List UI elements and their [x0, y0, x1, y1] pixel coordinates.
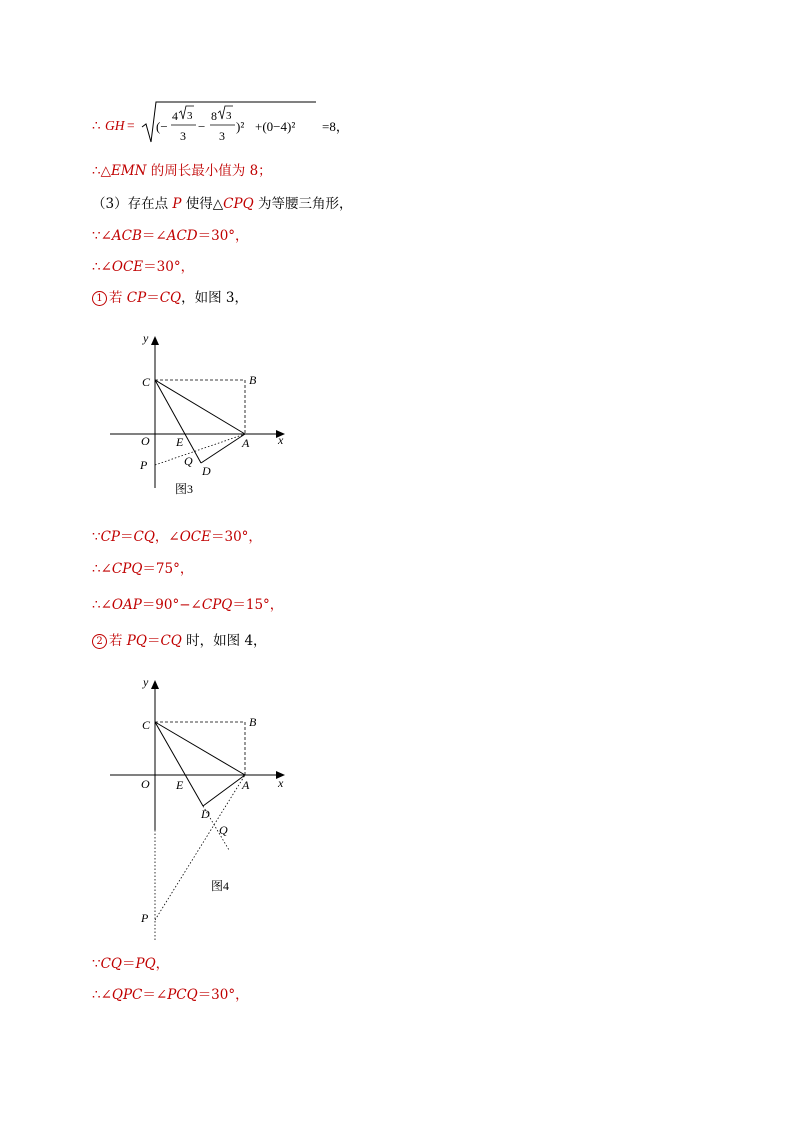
l7-mid1: ＝: [120, 529, 134, 545]
fig3-ca-line: [155, 380, 245, 434]
fig3-label-b: B: [249, 373, 257, 387]
l4-var2: ACD: [166, 228, 198, 244]
l11-var2: PQ: [135, 956, 156, 972]
frac1-rad: 3: [187, 110, 193, 122]
l11-var1: CQ: [100, 956, 122, 972]
line-cp-eq-cq: [92, 528, 262, 546]
l7-var2: CQ: [133, 529, 155, 545]
gh-label: GH: [105, 118, 125, 133]
fig3-da-line: [201, 434, 245, 463]
fig4-caption: 图4: [211, 879, 230, 893]
fig3-label-x: x: [278, 433, 284, 447]
fig3-label-p: P: [140, 458, 148, 472]
fig3-caption: 图3: [175, 482, 194, 496]
fig3-label-q: Q: [184, 454, 193, 468]
l5-pre: ∴∠: [92, 259, 112, 275]
case2-number: 2: [92, 634, 107, 649]
fig4-cd-line: [155, 722, 203, 806]
figure-3: [105, 328, 305, 503]
fig4-label-e: E: [176, 778, 184, 792]
l8-pre: ∴∠: [92, 561, 112, 577]
l9-pre: ∴∠: [92, 597, 112, 613]
l12-post: ＝30°，: [197, 987, 249, 1003]
l6-var2: CQ: [159, 290, 182, 306]
l11-pre: ∵: [92, 956, 101, 972]
l9-mid: ＝90°−∠: [141, 597, 202, 613]
fig4-label-x: x: [278, 776, 284, 790]
l5-var: OCE: [111, 259, 144, 275]
l10-mid: ＝: [146, 633, 161, 649]
l4-post: ＝30°，: [197, 228, 249, 244]
gh-formula-svg: [92, 100, 362, 146]
fig3-cd-line: [155, 380, 201, 463]
fig3-label-d: D: [202, 464, 211, 478]
l5-post: ＝30°，: [143, 259, 195, 275]
line-angle-oce: [92, 258, 194, 276]
l7-mid2: ，∠: [154, 529, 180, 545]
l6-pre: 若: [109, 290, 127, 306]
l3-var2: CPQ: [223, 196, 254, 212]
l2-post: 的周长最小值为 8；: [146, 163, 272, 179]
l7-post: ＝30°，: [211, 529, 262, 545]
l7-var1: CP: [100, 529, 121, 545]
fig3-y-arrow: [151, 336, 159, 345]
l4-var1: ACB: [111, 228, 142, 244]
l9-var1: OAP: [111, 597, 142, 613]
l8-var: CPQ: [111, 561, 143, 577]
fig3-label-a: A: [242, 436, 250, 450]
line-angle-acb: [92, 227, 249, 245]
fig4-da-line: [203, 775, 245, 806]
therefore-symbol: ∴: [92, 118, 101, 133]
l10-var2: CQ: [160, 633, 182, 649]
l4-mid: ＝∠: [141, 228, 167, 244]
plus-term: +(0−4)²: [255, 119, 296, 134]
l7-var3: OCE: [179, 529, 211, 545]
line-case1: [92, 289, 248, 307]
l12-var2: PCQ: [167, 987, 198, 1003]
l2-pre: ∴△: [92, 163, 111, 179]
l12-var1: QPC: [111, 987, 143, 1003]
fig4-label-y: y: [143, 675, 149, 689]
line-min-perimeter: [92, 162, 272, 180]
l12-mid: ＝∠: [142, 987, 168, 1003]
gh-formula: [92, 100, 362, 146]
line-angle-qpc: [92, 986, 249, 1004]
line-angle-oap: [92, 596, 283, 614]
case1-number: 1: [92, 291, 107, 306]
frac2-rad: 3: [226, 110, 232, 122]
fig4-ca-line: [155, 722, 245, 775]
fig4-y-arrow: [151, 680, 159, 689]
l2-var: EMN: [110, 163, 147, 179]
frac1-den: 3: [180, 129, 186, 143]
l10-var1: PQ: [126, 633, 147, 649]
fig4-pa-dotted: [155, 775, 245, 920]
frac1-num: 4: [172, 109, 178, 123]
l6-var1: CP: [126, 290, 147, 306]
l3-var1: P: [172, 196, 182, 212]
minus-sign: −: [198, 119, 206, 134]
result: =8，: [322, 119, 349, 134]
fig3-label-o: O: [141, 434, 150, 448]
frac2-den: 3: [219, 129, 225, 143]
fig4-label-a: A: [242, 778, 250, 792]
figure-4: [105, 672, 305, 944]
fig4-label-p: P: [141, 911, 149, 925]
frac2-num: 8: [211, 109, 217, 123]
l8-post: ＝75°，: [142, 561, 194, 577]
open-paren: (−: [156, 119, 168, 134]
l3-post: 为等腰三角形，: [253, 196, 353, 212]
fig3-label-e: E: [176, 435, 184, 449]
l4-pre: ∵∠: [92, 228, 112, 244]
line-part3-statement: [92, 195, 352, 213]
fig3-label-c: C: [142, 375, 151, 389]
l9-post: ＝15°，: [232, 597, 284, 613]
l3-pre: （3）存在点: [92, 196, 173, 212]
l11-mid: ＝: [122, 956, 136, 972]
l3-mid: 使得△: [181, 196, 224, 212]
l11-post: ，: [155, 956, 170, 972]
l6-mid: ＝: [146, 290, 160, 306]
line-angle-cpq: [92, 560, 193, 578]
l12-pre: ∴∠: [92, 987, 112, 1003]
fig3-label-y: y: [143, 331, 149, 345]
l6-post: ，如图 3，: [181, 290, 249, 306]
fig4-label-o: O: [141, 777, 150, 791]
equals-sign: =: [127, 118, 135, 133]
l10-post: 时，如图 4，: [181, 633, 267, 649]
fig4-label-q: Q: [219, 823, 228, 837]
fig4-label-d: D: [201, 807, 210, 821]
line-case2: [92, 632, 267, 650]
fig4-label-b: B: [249, 715, 257, 729]
l9-var2: CPQ: [201, 597, 233, 613]
l10-pre: 若: [109, 633, 127, 649]
l7-pre: ∵: [92, 529, 101, 545]
line-cq-eq-pq: [92, 955, 169, 973]
close-square: )²: [236, 119, 245, 134]
fig4-label-c: C: [142, 718, 151, 732]
